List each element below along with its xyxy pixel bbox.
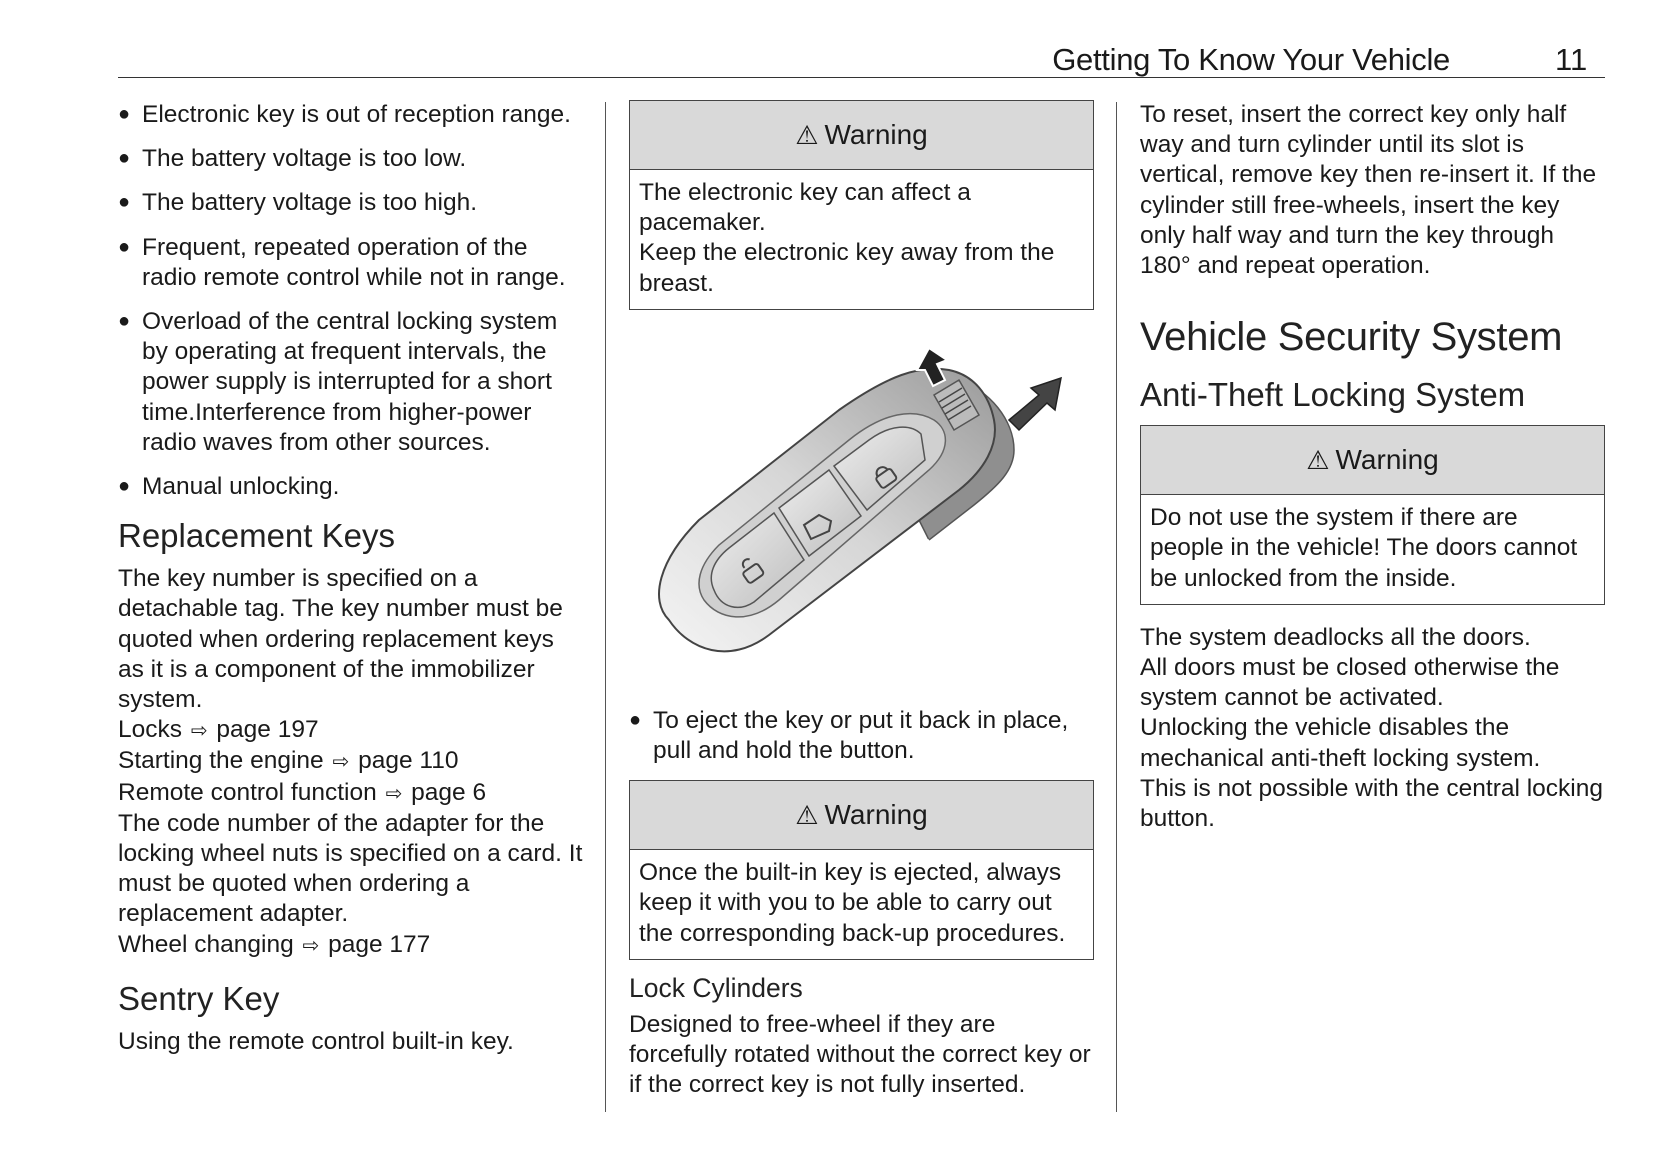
list-item: ● Manual unlocking. xyxy=(118,472,583,502)
xref-label: Locks xyxy=(118,716,183,744)
page-header-title: Getting To Know Your Vehicle xyxy=(1052,42,1450,77)
sentry-key-text: Using the remote control built-in key. xyxy=(118,1027,514,1055)
warning-box-anti-theft xyxy=(1140,425,1605,605)
page-reference-arrow-icon: ⇨ xyxy=(302,934,320,957)
warning-text: Once the built-in key is ejected, always keep it with you to be able to carry out the corresponding back-up procedures. xyxy=(639,859,1066,947)
xref-label: Starting the engine xyxy=(118,747,324,775)
xref-page: page 110 xyxy=(358,747,459,775)
xref-starting-engine[interactable] xyxy=(118,746,583,777)
lock-cylinders-text: Designed to free-wheel if they are forcefully rotated without the correct key or if the correct key is not fully inserted. xyxy=(629,1010,1091,1099)
warning-triangle-icon: ⚠ xyxy=(795,119,819,150)
replacement-keys-text: The key number is specified on a detachable tag. The key number must be quoted when ordering replacement keys as it is a component of the immobilizer system. xyxy=(118,565,563,714)
warning-title: Warning xyxy=(824,799,928,831)
anti-theft-line: This is not possible with the central locking button. xyxy=(1140,774,1603,833)
lock-cylinders-heading: Lock Cylinders xyxy=(629,972,803,1003)
list-item: ● The battery voltage is too low. xyxy=(118,144,583,174)
list-item: ● Overload of the central locking system by operating at frequent intervals, the power supply is interrupted for a short time.Interference from higher-power radio waves from other sources. xyxy=(118,307,583,458)
list-item: ● Electronic key is out of reception range. xyxy=(118,100,583,130)
column-divider-1 xyxy=(605,102,606,1112)
warning-header xyxy=(630,101,1093,170)
xref-page: page 197 xyxy=(216,716,319,744)
xref-wheel-changing[interactable] xyxy=(118,930,583,961)
list-item: ● Frequent, repeated operation of the radio remote control while not in range. xyxy=(118,233,583,293)
warning-body xyxy=(630,170,1093,309)
xref-remote-control[interactable] xyxy=(118,778,583,809)
warning-box-built-in-key xyxy=(629,780,1094,960)
key-fob-illustration xyxy=(629,320,1094,690)
xref-page: page 177 xyxy=(328,930,431,958)
xref-label: Remote control function xyxy=(118,778,377,806)
vehicle-security-heading: Vehicle Security System xyxy=(1140,315,1563,360)
warning-title: Warning xyxy=(1335,444,1439,476)
column-2 xyxy=(629,100,1094,1100)
reset-text: To reset, insert the correct key only half way and turn cylinder until its slot is vertical, remove key then re-insert it. If the cylinder still free-wheels, insert the key only half way and turn the key through 180° and repeat operation. xyxy=(1140,101,1597,280)
warning-header xyxy=(630,781,1093,850)
list-item: ● To eject the key or put it back in place, pull and hold the button. xyxy=(629,706,1094,766)
list-item: ● The battery voltage is too high. xyxy=(118,188,583,218)
column-divider-2 xyxy=(1116,102,1117,1112)
page-reference-arrow-icon: ⇨ xyxy=(385,782,403,805)
adapter-text: The code number of the adapter for the locking wheel nuts is specified on a card. It must be quoted when ordering a replacement adapter. xyxy=(118,809,583,928)
anti-theft-heading: Anti-Theft Locking System xyxy=(1140,376,1526,414)
warning-triangle-icon: ⚠ xyxy=(795,800,819,831)
warning-box-pacemaker xyxy=(629,100,1094,310)
warning-title: Warning xyxy=(824,118,928,150)
page-number: 11 xyxy=(1555,42,1588,77)
page-reference-arrow-icon: ⇨ xyxy=(190,720,208,743)
key-fob-illustration-svg xyxy=(629,320,1094,690)
warning-text: Keep the electronic key away from the breast. xyxy=(639,239,1055,297)
column-1 xyxy=(118,100,583,1057)
xref-label: Wheel changing xyxy=(118,930,294,958)
anti-theft-line: Unlocking the vehicle disables the mechanical anti-theft locking system. xyxy=(1140,714,1541,772)
header-rule xyxy=(118,77,1605,78)
warning-body xyxy=(630,850,1093,959)
anti-theft-line: All doors must be closed otherwise the system cannot be activated. xyxy=(1140,654,1560,712)
warning-text: Do not use the system if there are people in the vehicle! The doors cannot be unlocked from the inside. xyxy=(1150,504,1578,592)
page-reference-arrow-icon: ⇨ xyxy=(332,751,350,774)
replacement-keys-heading: Replacement Keys xyxy=(118,517,395,555)
anti-theft-line: The system deadlocks all the doors. xyxy=(1140,623,1531,651)
sentry-key-heading: Sentry Key xyxy=(118,979,280,1017)
warning-header xyxy=(1141,426,1604,495)
warning-body xyxy=(1141,495,1604,604)
xref-locks[interactable] xyxy=(118,715,583,746)
warning-triangle-icon: ⚠ xyxy=(1306,445,1330,476)
xref-page: page 6 xyxy=(411,778,487,806)
warning-text: The electronic key can affect a pacemaker. xyxy=(639,179,971,237)
column-3 xyxy=(1140,100,1605,834)
